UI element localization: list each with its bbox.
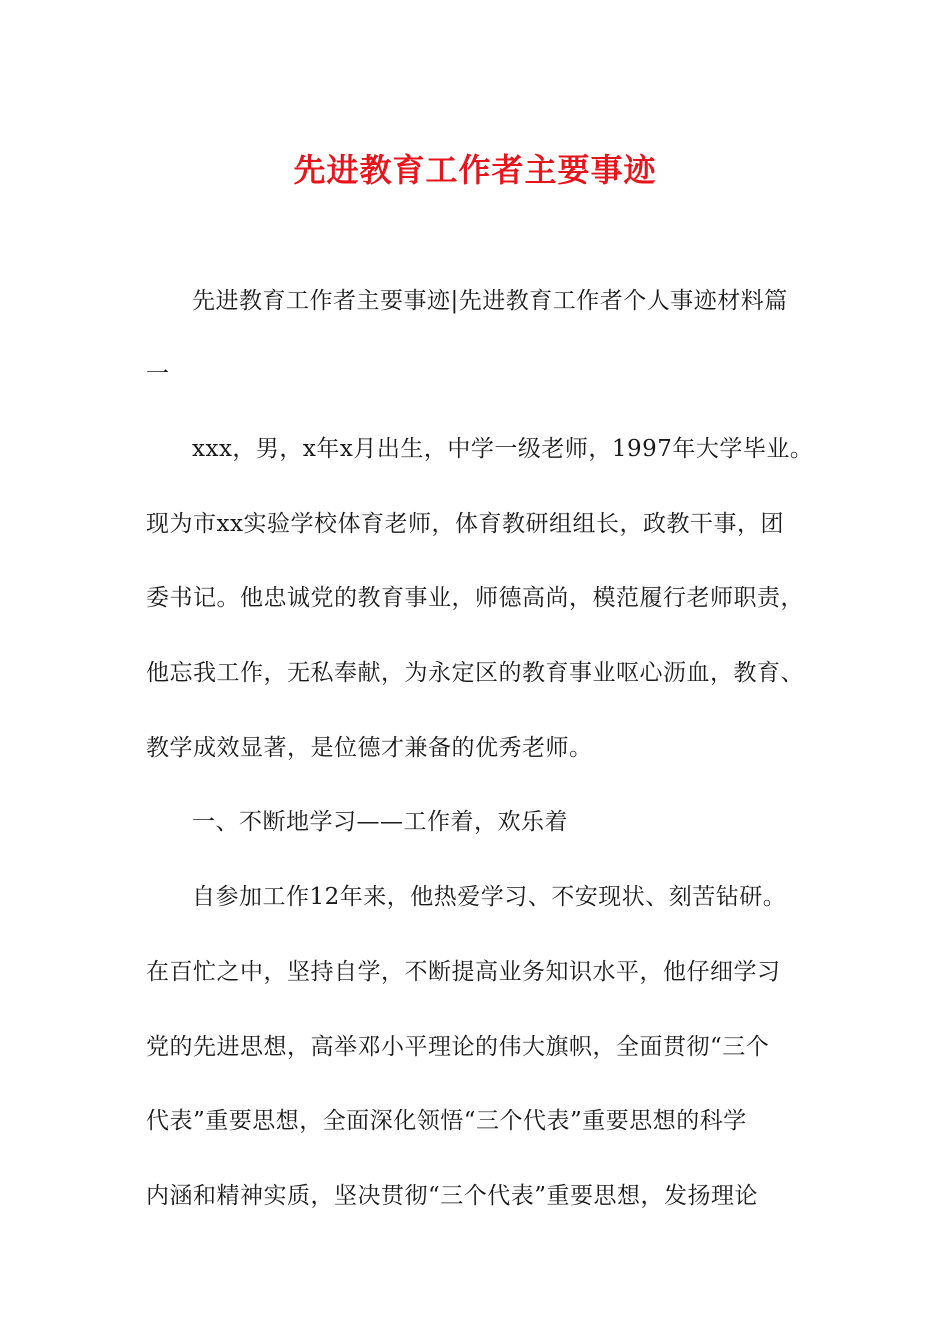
paragraph-line: xxx，男，x年x月出生，中学一级老师，1997年大学毕业。: [192, 436, 814, 462]
paragraph-line: 自参加工作12年来，他热爱学习、不安现状、刻苦钻研。: [192, 884, 787, 910]
document-title: 先进教育工作者主要事迹: [293, 151, 657, 189]
paragraph-line: 党的先进思想，高举邓小平理论的伟大旗帜，全面贯彻“三个: [146, 1034, 770, 1060]
paragraph-line: 在百忙之中，坚持自学，不断提高业务知识水平，他仔细学习: [146, 959, 781, 985]
heading-line-1: 先进教育工作者主要事迹|先进教育工作者个人事迹材料篇: [192, 288, 788, 314]
paragraph-line: 教学成效显著，是位德才兼备的优秀老师。: [146, 735, 593, 761]
paragraph-line: 现为市xx实验学校体育老师，体育教研组组长，政教干事，团: [146, 511, 784, 537]
paragraph-line: 委书记。他忠诚党的教育事业，师德高尚，模范履行老师职责，: [146, 585, 804, 611]
paragraph-line: 内涵和精神实质，坚决贯彻“三个代表”重要思想，发扬理论: [146, 1183, 759, 1209]
heading-line-2: 一: [146, 361, 170, 387]
paragraph-line: 他忘我工作，无私奉献，为永定区的教育事业呕心沥血，教育、: [146, 660, 804, 686]
section-heading: 一、不断地学习——工作着，欢乐着: [192, 809, 568, 835]
paragraph-line: 代表”重要思想，全面深化领悟“三个代表”重要思想的科学: [146, 1108, 747, 1134]
